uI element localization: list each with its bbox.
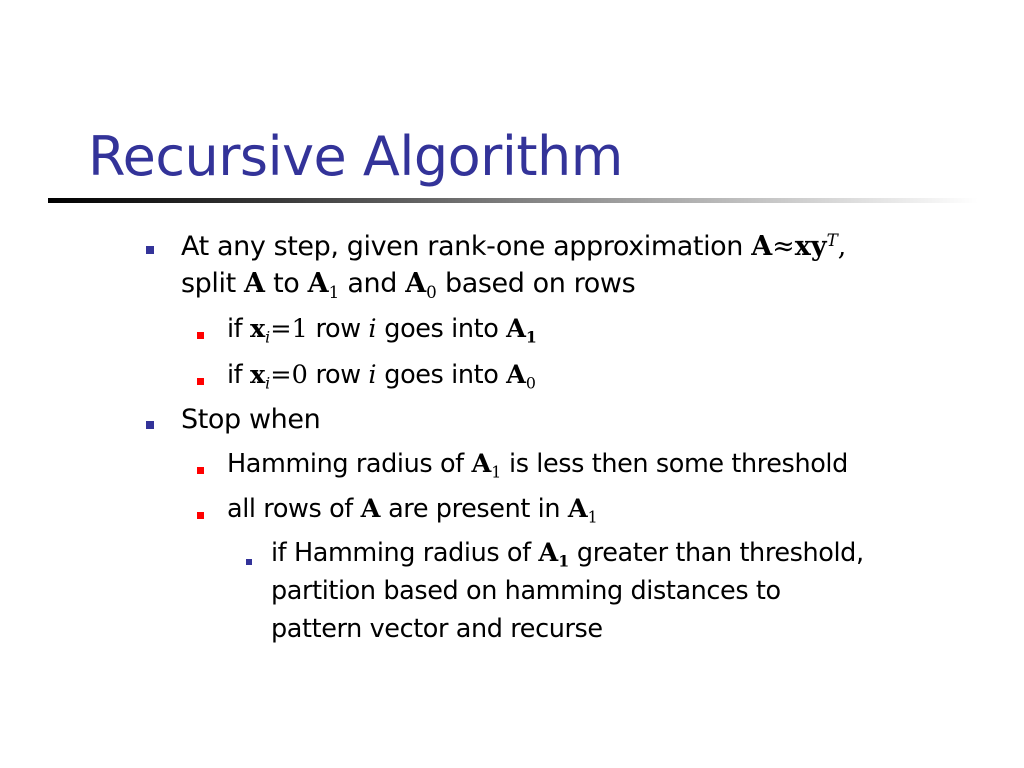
bullet-approximation-line2: split A to $A_1$ and $A_0$ based on rows bbox=[181, 268, 636, 302]
bullet-level2-marker bbox=[197, 467, 204, 474]
bullet-if-x-equals-1: if $x_i=1$ row i goes into $A_1$ bbox=[227, 314, 537, 347]
bullet-level1-marker bbox=[146, 421, 154, 429]
bullet-all-rows-present: all rows of A are present in $A_1$ bbox=[227, 494, 598, 527]
bullet-level2-marker bbox=[197, 378, 204, 385]
bullet-level1-marker bbox=[146, 246, 154, 254]
bullet-partition-line1: if Hamming radius of $A_1$ greater than threshold, bbox=[271, 538, 864, 571]
bullet-if-x-equals-0: if $x_i=0$ row i goes into $A_0$ bbox=[227, 360, 536, 393]
bullet-level3-marker bbox=[246, 559, 252, 565]
bullet-stop-when: Stop when bbox=[181, 404, 321, 435]
bullet-hamming-radius-threshold: Hamming radius of $A_1$ is less then some threshold bbox=[227, 449, 848, 482]
title-divider bbox=[48, 198, 978, 203]
bullet-level2-marker bbox=[197, 512, 204, 519]
bullet-partition-line3: pattern vector and recurse bbox=[271, 614, 603, 644]
slide-title: Recursive Algorithm bbox=[88, 125, 623, 188]
bullet-approximation-line1: At any step, given rank-one approximation $A\approx xy^T$, bbox=[181, 230, 847, 263]
bullet-level2-marker bbox=[197, 332, 204, 339]
bullet-partition-line2: partition based on hamming distances to bbox=[271, 576, 781, 606]
